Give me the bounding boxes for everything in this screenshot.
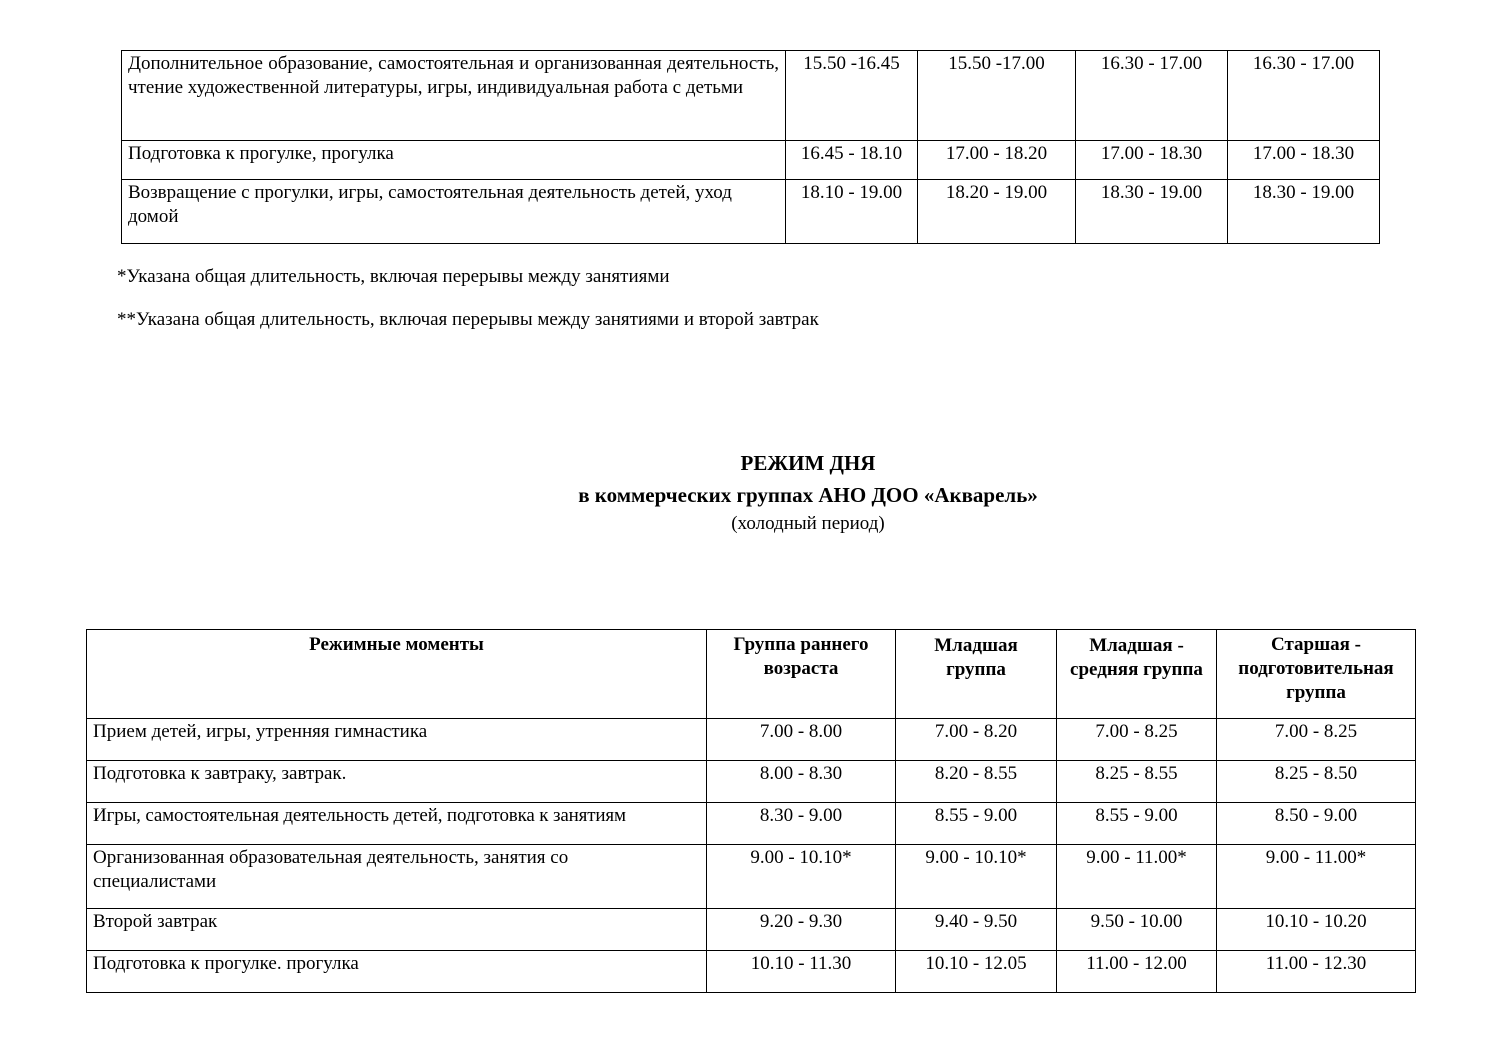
time-cell: 18.30 - 19.00 xyxy=(1076,180,1228,244)
footnote-double-star: **Указана общая длительность, включая перерывы между занятиями и второй завтрак xyxy=(117,309,819,330)
activity-cell: Дополнительное образование, самостоятельная и организованная деятельность, чтение художественной литературы, игры, индивидуальная работа с детьми xyxy=(122,51,786,141)
period-label: (холодный период) xyxy=(731,513,885,534)
time-cell: 8.00 - 8.30 xyxy=(707,761,896,803)
table-row xyxy=(122,141,1380,180)
time-cell: 8.55 - 9.00 xyxy=(896,803,1057,845)
time-cell: 17.00 - 18.20 xyxy=(918,141,1076,180)
time-cell: 9.40 - 9.50 xyxy=(896,909,1057,951)
time-cell: 9.20 - 9.30 xyxy=(707,909,896,951)
table-row xyxy=(87,803,1416,845)
page-subtitle: в коммерческих группах АНО ДОО «Акварель» xyxy=(578,483,1038,507)
time-cell: 18.30 - 19.00 xyxy=(1228,180,1380,244)
activity-cell: Возвращение с прогулки, игры, самостоятельная деятельность детей, уход домой xyxy=(122,180,786,244)
time-cell: 8.25 - 8.55 xyxy=(1057,761,1217,803)
time-cell: 8.50 - 9.00 xyxy=(1217,803,1416,845)
time-cell: 9.00 - 10.10* xyxy=(896,845,1057,909)
table-row xyxy=(87,761,1416,803)
activity-cell: Организованная образовательная деятельность, занятия со специалистами xyxy=(87,845,707,909)
column-header: Группа раннего возраста xyxy=(707,630,896,719)
time-cell: 9.50 - 10.00 xyxy=(1057,909,1217,951)
time-cell: 9.00 - 11.00* xyxy=(1057,845,1217,909)
activity-cell: Прием детей, игры, утренняя гимнастика xyxy=(87,719,707,761)
time-cell: 8.20 - 8.55 xyxy=(896,761,1057,803)
time-cell: 11.00 - 12.30 xyxy=(1217,951,1416,993)
time-cell: 17.00 - 18.30 xyxy=(1228,141,1380,180)
time-cell: 7.00 - 8.20 xyxy=(896,719,1057,761)
time-cell: 16.30 - 17.00 xyxy=(1228,51,1380,141)
time-cell: 16.45 - 18.10 xyxy=(786,141,918,180)
table-row xyxy=(87,845,1416,909)
time-cell: 8.30 - 9.00 xyxy=(707,803,896,845)
activity-cell: Второй завтрак xyxy=(87,909,707,951)
table-row xyxy=(122,180,1380,244)
table-row xyxy=(87,909,1416,951)
activity-cell: Подготовка к прогулке, прогулка xyxy=(122,141,786,180)
schedule-table-continued xyxy=(121,50,1380,244)
time-cell: 8.55 - 9.00 xyxy=(1057,803,1217,845)
time-cell: 18.20 - 19.00 xyxy=(918,180,1076,244)
table-row xyxy=(87,951,1416,993)
activity-cell: Подготовка к завтраку, завтрак. xyxy=(87,761,707,803)
footnote-single-star: *Указана общая длительность, включая перерывы между занятиями xyxy=(117,266,670,287)
time-cell: 18.10 - 19.00 xyxy=(786,180,918,244)
time-cell: 7.00 - 8.25 xyxy=(1217,719,1416,761)
time-cell: 10.10 - 11.30 xyxy=(707,951,896,993)
column-header: Младшая группа xyxy=(896,630,1057,719)
time-cell: 9.00 - 10.10* xyxy=(707,845,896,909)
time-cell: 10.10 - 10.20 xyxy=(1217,909,1416,951)
time-cell: 9.00 - 11.00* xyxy=(1217,845,1416,909)
activity-cell: Подготовка к прогулке. прогулка xyxy=(87,951,707,993)
time-cell: 7.00 - 8.25 xyxy=(1057,719,1217,761)
table-row xyxy=(122,51,1380,141)
time-cell: 15.50 -17.00 xyxy=(918,51,1076,141)
page-title: РЕЖИМ ДНЯ xyxy=(740,451,876,475)
time-cell: 11.00 - 12.00 xyxy=(1057,951,1217,993)
table-row xyxy=(87,719,1416,761)
column-header: Режимные моменты xyxy=(87,630,707,719)
schedule-table xyxy=(86,629,1416,993)
time-cell: 8.25 - 8.50 xyxy=(1217,761,1416,803)
column-header: Младшая - средняя группа xyxy=(1057,630,1217,719)
time-cell: 15.50 -16.45 xyxy=(786,51,918,141)
activity-cell: Игры, самостоятельная деятельность детей, подготовка к занятиям xyxy=(87,803,707,845)
time-cell: 16.30 - 17.00 xyxy=(1076,51,1228,141)
table-header-row xyxy=(87,630,1416,719)
time-cell: 17.00 - 18.30 xyxy=(1076,141,1228,180)
time-cell: 7.00 - 8.00 xyxy=(707,719,896,761)
time-cell: 10.10 - 12.05 xyxy=(896,951,1057,993)
column-header: Старшая - подготовительная группа xyxy=(1217,630,1416,719)
